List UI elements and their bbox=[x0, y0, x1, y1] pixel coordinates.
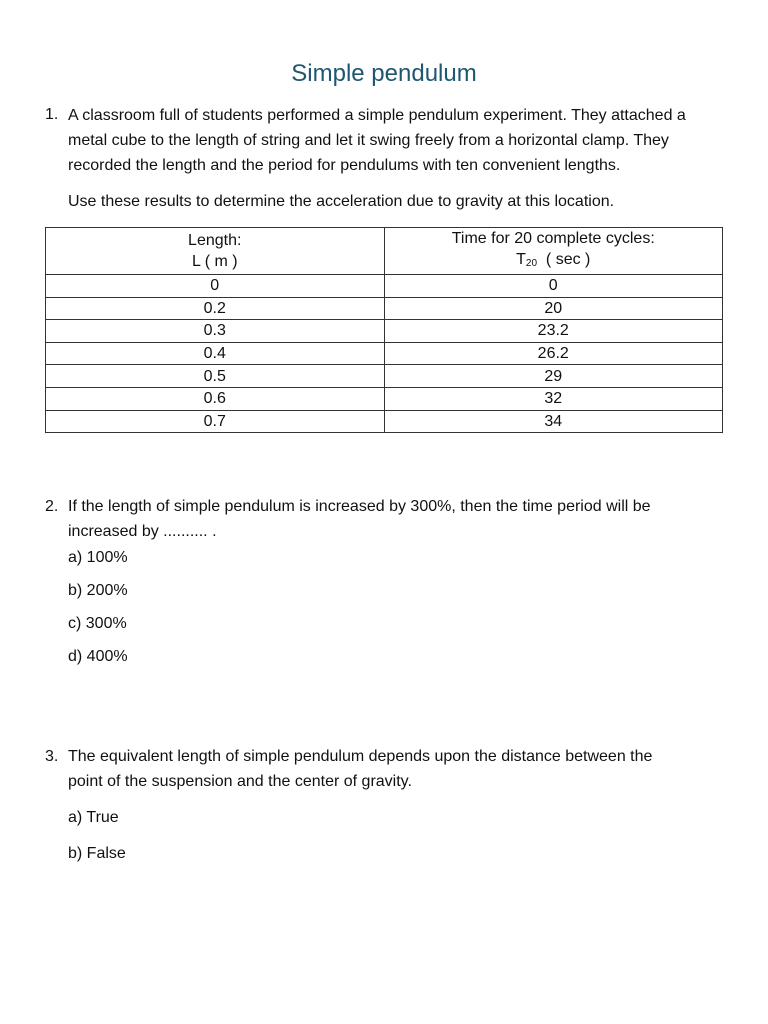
time-cell: 29 bbox=[384, 365, 723, 388]
question-2-text-line-2: increased by .......... . bbox=[68, 523, 217, 540]
length-cell: 0.2 bbox=[46, 297, 385, 320]
length-cell: 0.6 bbox=[46, 387, 385, 410]
time-cell: 20 bbox=[384, 297, 723, 320]
table-header-row bbox=[46, 228, 723, 275]
question-2-option-d: d) 400% bbox=[68, 648, 128, 665]
question-2-text-line-1: If the length of simple pendulum is increased by 300%, then the time period will be bbox=[68, 498, 651, 515]
time-column-header bbox=[384, 228, 723, 275]
length-cell: 0.5 bbox=[46, 365, 385, 388]
table-row bbox=[46, 342, 723, 365]
question-1-instruction: Use these results to determine the acceleration due to gravity at this location. bbox=[68, 193, 615, 210]
length-header-label: Length: bbox=[188, 232, 242, 249]
question-3-text-line-1: The equivalent length of simple pendulum depends upon the distance between the bbox=[68, 748, 653, 765]
length-column-header bbox=[46, 228, 385, 275]
question-3-number: 3. bbox=[45, 748, 59, 765]
time-header-symbol: T bbox=[516, 251, 526, 268]
time-cell: 23.2 bbox=[384, 320, 723, 343]
time-header-label: Time for 20 complete cycles: bbox=[451, 230, 655, 247]
question-1-text: A classroom full of students performed a simple pendulum experiment. They attached a metal cube to the length of string and let it swing freely from a horizontal clamp. They recorded the length and the period for pendulums with ten convenient lengths. bbox=[68, 107, 686, 174]
question-2-option-c: c) 300% bbox=[68, 615, 127, 632]
time-header-unit: ( sec ) bbox=[545, 251, 591, 268]
length-cell: 0.3 bbox=[46, 320, 385, 343]
time-cell: 32 bbox=[384, 387, 723, 410]
pendulum-data-table bbox=[45, 227, 723, 433]
page-title: Simple pendulum bbox=[291, 60, 477, 87]
question-2-option-b: b) 200% bbox=[68, 582, 128, 599]
table-row bbox=[46, 320, 723, 343]
table-row bbox=[46, 410, 723, 433]
question-1-number: 1. bbox=[45, 106, 59, 123]
table-row bbox=[46, 387, 723, 410]
time-cell: 0 bbox=[384, 275, 723, 298]
length-header-unit: L ( m ) bbox=[191, 253, 238, 270]
table-row bbox=[46, 297, 723, 320]
time-cell: 26.2 bbox=[384, 342, 723, 365]
length-cell: 0.7 bbox=[46, 410, 385, 433]
question-2-option-a: a) 100% bbox=[68, 549, 128, 566]
time-header-subscript: 20 bbox=[525, 258, 538, 269]
question-2-number: 2. bbox=[45, 498, 59, 515]
question-3-text-line-2: point of the suspension and the center of gravity. bbox=[68, 773, 412, 790]
question-3-option-a: a) True bbox=[68, 809, 119, 826]
table-row bbox=[46, 275, 723, 298]
length-cell: 0.4 bbox=[46, 342, 385, 365]
question-3-option-b: b) False bbox=[68, 845, 126, 862]
time-cell: 34 bbox=[384, 410, 723, 433]
table-row bbox=[46, 365, 723, 388]
length-cell: 0 bbox=[46, 275, 385, 298]
